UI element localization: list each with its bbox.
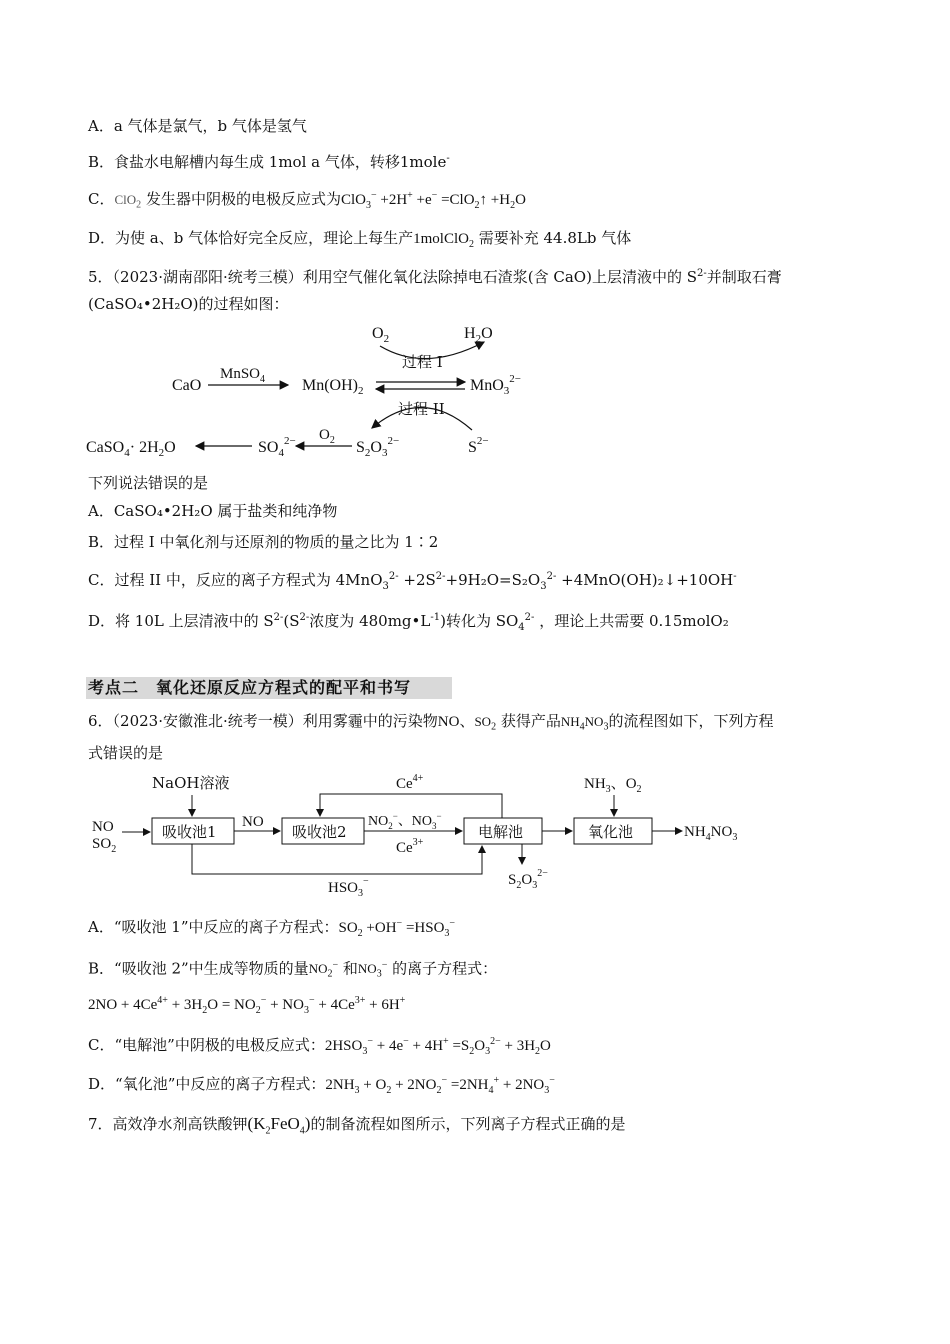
q4-option-c: C．ClO$_2$ 发生器中阴极的电极反应式为ClO$_3$− +2H+ +e− =ClO$_2$↑ $+H_2O$ [88, 190, 526, 211]
q6-option-b-equation: $2NO + 4Ce^{4+} + 3H_2O = NO_2^- + NO_3^- + 4Ce^{3+} + 6H^+$ [88, 995, 406, 1016]
q5-stem-line2: (CaSO₄•2H₂O)的过程如图： [88, 295, 289, 313]
process-2-label: 过程 II [398, 400, 445, 418]
q6-stem-line2: 式错误的是 [88, 744, 164, 762]
s2-ion: $S^{2-}$ [468, 435, 489, 456]
caso4: CaSO$_4$· $2H_2O$ [86, 439, 176, 459]
naoh-label: NaOH溶液 [152, 774, 230, 792]
mno3: MnO$_3^{2-}$ [470, 373, 521, 397]
q5-option-c: C．过程 II 中，反应的离子方程式为 $4MnO_3^{2-} +2S^{2-}+9H_2O=S_2O_3^{2-}$ +4MnO(OH)₂↓+10OH- [88, 571, 737, 592]
elec-label: 电解池 [478, 823, 524, 841]
pool2-label: 吸收池2 [292, 823, 347, 841]
so4: $SO_4^{2-}$ [258, 435, 296, 459]
q6-option-a: A．“吸收池 1”中反应的离子方程式：$SO_2 +OH^- =HSO_3^-$ [88, 918, 456, 939]
mnoh2: $Mn(OH)_2$ [302, 377, 364, 397]
s2o3: $S_2O_3^{2-}$ [356, 435, 400, 459]
s2o3-out: $S_2O_3^{2-}$ [508, 868, 548, 891]
q6-stem-line1: 6．（2023·安徽淮北·统考一模）利用雾霾中的污染物NO、$SO_2$ 获得产品$NH_4NO_3$的流程图如下，下列方程 [88, 712, 774, 733]
q6-flow-diagram [84, 768, 784, 898]
q6-option-c: C．“电解池”中阴极的电极反应式：$2HSO_3^- + 4e^- + 4H^+ =S_2O_3^{2-} + 3H_2O$ [88, 1036, 551, 1057]
cao: CaO [172, 377, 202, 394]
q5-stem-line1: 5．（2023·湖南邵阳·统考三模）利用空气催化氧化法除掉电石渣浆(含 CaO)上层清液中的 $S^{2-}$并制取石膏 [88, 268, 782, 286]
o2-top: $O_2$ [372, 325, 390, 345]
mnso4: MnSO$_4$ [220, 366, 266, 385]
hso3-label: $HSO_3^-$ [328, 876, 369, 898]
ce4-label: $Ce^{4+}$ [396, 773, 424, 792]
oxid-label: 氧化池 [588, 823, 634, 841]
h2o-top: $H_2O$ [464, 325, 493, 345]
q4-option-b: B．食盐水电解槽内每生成 1mol a 气体，转移1mole- [88, 153, 450, 171]
ions-label: $NO_2^-$、$NO_3^-$ [368, 811, 442, 831]
q6-option-b: B．“吸收池 2”中生成等物质的量$NO_2^-$ 和$NO_3^-$ 的离子方程式： [88, 959, 498, 980]
q5-reaction-diagram [80, 318, 560, 463]
ce3-label: $Ce^{3+}$ [396, 837, 424, 856]
q5-option-d: D．将 10L 上层清液中的 $S^{2-}(S^{2-}$浓度为 $480mg•L^{-1}$)转化为 $SO_4^{2-}$ ，理论上共需要 0.15molO₂ [88, 612, 729, 633]
so2-in: $SO_2$ [92, 836, 117, 855]
q5-option-b: B．过程 I 中氧化剂与还原剂的物质的量之比为 1∶2 [88, 533, 439, 551]
no-mid: NO [242, 814, 264, 830]
q7-stem: 7．高效净水剂高铁酸钾$(K_2FeO_4)$的制备流程如图所示，下列离子方程式正确的是 [88, 1114, 626, 1137]
product-label: $NH_4NO_3$ [684, 824, 738, 843]
process-1-label: 过程 I [402, 353, 443, 371]
q4-option-d: D．为使 a、b 气体恰好完全反应，理论上每生产1molClO$_2$ 需要补充 44.8Lb 气体 [88, 229, 632, 250]
no-in: NO [92, 819, 114, 835]
o2-mid: $O_2$ [319, 427, 335, 446]
q6-option-d: D．“氧化池”中反应的离子方程式：$2NH_3 + O_2 + 2NO_2^- =2NH_4^+ + 2NO_3^-$ [88, 1075, 555, 1096]
q4-option-a: A．a 气体是氯气，b 气体是氢气 [88, 117, 307, 135]
nh3o2-label: $NH_3$、$O_2$ [584, 774, 642, 795]
q5-ask: 下列说法错误的是 [88, 474, 209, 492]
q5-option-a: A．CaSO₄•2H₂O 属于盐类和纯净物 [88, 502, 338, 520]
section-header: 考点二 氧化还原反应方程式的配平和书写 [86, 677, 452, 699]
pool1-label: 吸收池1 [162, 823, 217, 841]
